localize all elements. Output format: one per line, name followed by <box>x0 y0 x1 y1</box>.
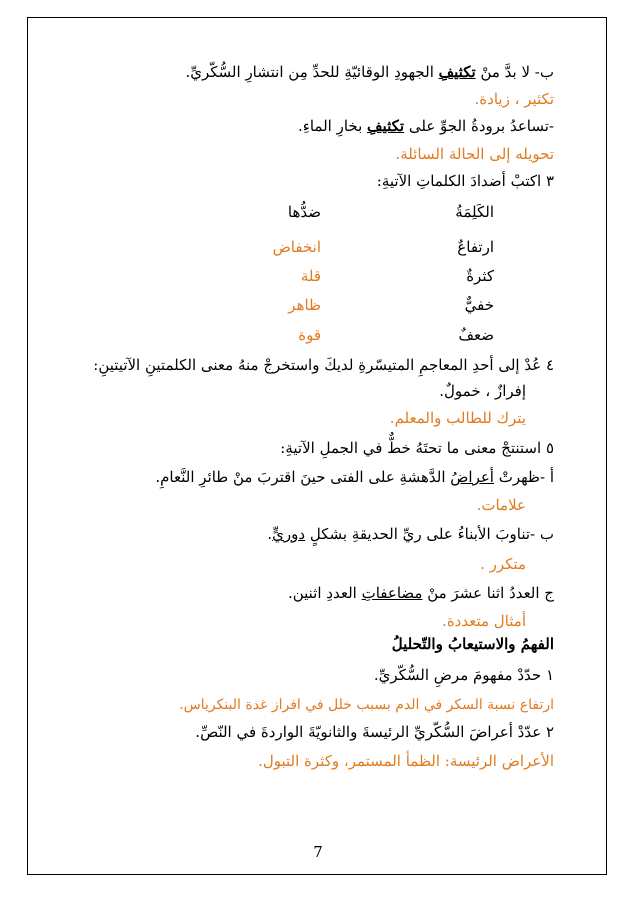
question-5: ٥ استنتجْ معنى ما تحتَهُ خطٌّ في الجملِ الآتيةِ: <box>280 439 554 457</box>
answer: علامات. <box>476 496 526 514</box>
underlined-word: دوريٍّ <box>272 525 306 543</box>
section-heading: الفهمُ والاستيعابُ والتّحليلُ <box>391 635 554 653</box>
page-number: 7 <box>313 843 323 861</box>
table-word: ضعفٌ <box>458 326 494 344</box>
text-segment: ج العددُ اثنا عشرَ منْ <box>422 584 554 602</box>
text-segment: الجهودِ الوقائيّةِ للحدِّ مِن انتشارِ السُّكّريِّ. <box>185 63 439 81</box>
underlined-word: أعراضُ <box>450 468 494 486</box>
text-segment: . <box>267 525 273 543</box>
sentence-b <box>185 62 554 82</box>
question-2: ٢ عدّدْ أعراضَ السُّكّريِّ الرئيسةَ والثانويّةَ الواردةَ في النّصِّ. <box>195 723 554 741</box>
answer: متكرر . <box>480 555 526 573</box>
text-segment: العددِ اثنين. <box>287 584 362 602</box>
text-segment: الدَّهشةِ على الفتى حينَ اقتربَ منْ طائرِ النَّعامِ. <box>155 468 451 486</box>
answer: يترك للطالب والمعلم. <box>389 409 526 427</box>
text-segment: أ -ظهرتْ <box>493 468 554 486</box>
answer: الأعراض الرئيسة: الظمأ المستمر، وكثرة التبول. <box>258 752 554 770</box>
question-4: ٤ عُدْ إلى أحدِ المعاجمِ المتيسّرةِ لديكَ واستخرجْ منهُ معنى الكلمتينِ الآتيتينِ: <box>93 356 554 374</box>
sentence-b2 <box>267 524 554 544</box>
question-1: ١ حدّدْ مفهومَ مرضِ السُّكّريِّ. <box>373 666 554 684</box>
table-word: خفيٌّ <box>464 296 494 314</box>
question-3: ٣ اكتبْ أضدادَ الكلماتِ الآتيةِ: <box>376 172 554 190</box>
table-header-opposite: ضدُّها <box>287 203 321 221</box>
keyword: تكثيفِ <box>367 117 405 135</box>
table-word: كثرةٌ <box>466 267 494 285</box>
answer: تكثير ، زيادة. <box>474 90 554 108</box>
underlined-word: مضاعفاتِ <box>361 584 423 602</box>
text-segment: ب- لا بدَّ منْ <box>475 63 554 81</box>
table-opposite: قوة <box>298 326 321 344</box>
answer: تحويله إلى الحالة السائلة. <box>395 145 554 163</box>
table-word: ارتفاعٌ <box>457 238 494 256</box>
question-4-words: إفرازٌ ، خمولٌ. <box>439 382 526 400</box>
answer: ارتفاع نسبة السكر في الدم بسبب خلل في افراز غدة البنكرياس. <box>179 697 554 713</box>
table-opposite: ظاهر <box>288 296 321 314</box>
text-segment: -تساعدُ برودةُ الجوِّ على <box>404 117 554 135</box>
sentence-2 <box>298 116 554 136</box>
sentence-a <box>155 467 554 487</box>
table-opposite: انخفاض <box>272 238 321 256</box>
table-header-word: الكَلِمَةُ <box>455 203 494 221</box>
text-segment: ب -تناوبَ الأبناءُ على ريِّ الحديقةِ بشكلٍ <box>305 525 554 543</box>
text-segment: بخارِ الماءِ. <box>298 117 368 135</box>
keyword: تكثيفِ <box>438 63 476 81</box>
sentence-c <box>288 583 554 603</box>
answer: أمثال متعددة. <box>442 612 526 630</box>
table-opposite: قلة <box>300 267 321 285</box>
